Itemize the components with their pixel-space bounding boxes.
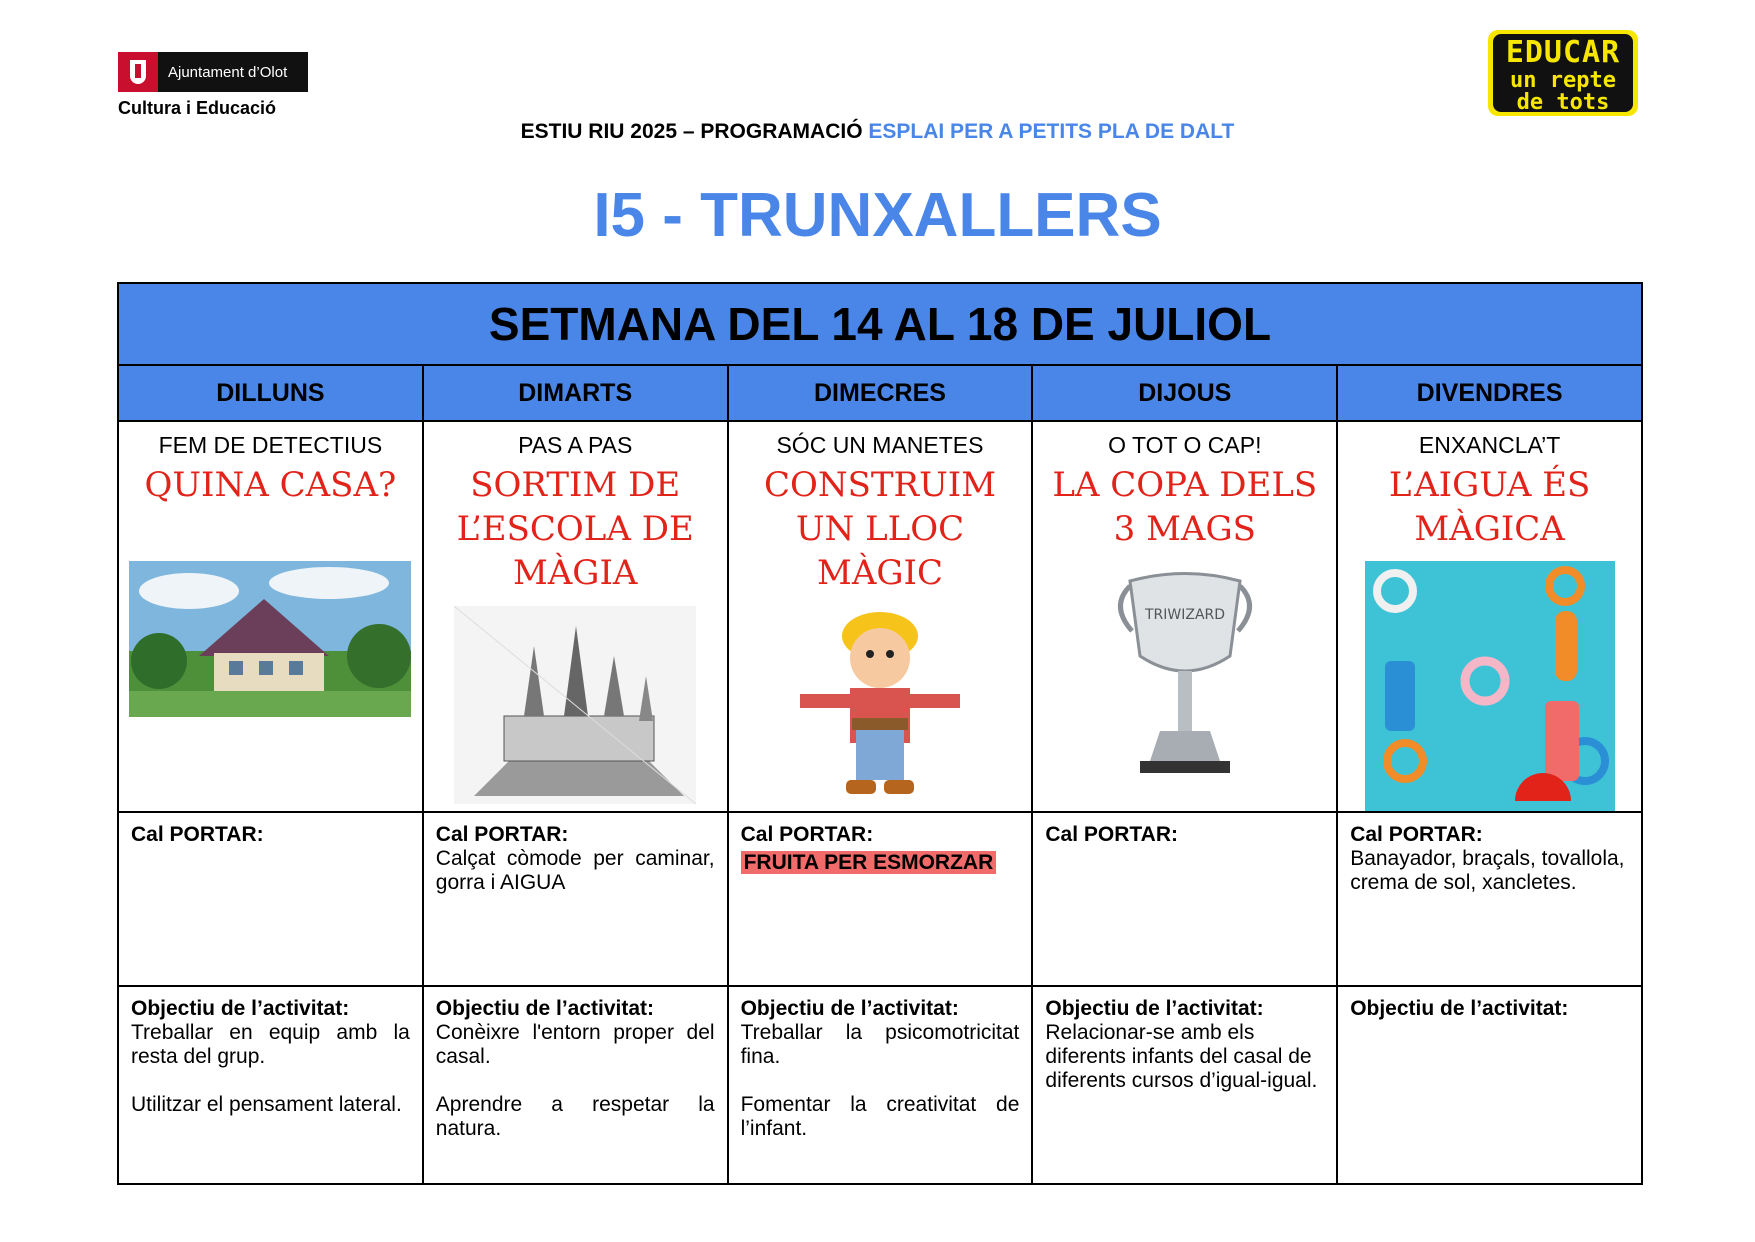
activity-subtitle: PAS A PAS [518, 432, 633, 458]
trophy-cup [1110, 561, 1260, 781]
ajuntament-logo [118, 52, 318, 119]
objective-cell-tuesday [423, 986, 728, 1184]
week-header: SETMANA DEL 14 AL 18 DE JULIOL [118, 283, 1642, 365]
objective-label: Objectiu de l’activitat: [1350, 997, 1569, 1021]
activity-subtitle: O TOT O CAP! [1108, 432, 1262, 458]
objective-label: Objectiu de l’activitat: [740, 997, 959, 1021]
objective-text-2: Fomentar la creativitat de l’infant. [740, 1093, 1020, 1141]
portar-cell-wednesday [728, 812, 1033, 986]
portar-label: Cal PORTAR: [740, 823, 874, 847]
portar-cell-tuesday [423, 812, 728, 986]
portar-label: Cal PORTAR: [131, 823, 264, 847]
builder-character [780, 606, 980, 806]
educar-logo [1488, 30, 1638, 116]
activity-cell-friday [1337, 421, 1642, 812]
objective-label: Objectiu de l’activitat: [1045, 997, 1264, 1021]
portar-label: Cal PORTAR: [435, 823, 569, 847]
objective-cell-wednesday [728, 986, 1033, 1184]
activity-cell-monday [118, 421, 423, 812]
activity-cell-tuesday [423, 421, 728, 812]
activity-title: CONSTRUIM UN LLOC MÀGIC [763, 465, 997, 594]
portar-cell-thursday [1032, 812, 1337, 986]
house-picture [129, 561, 411, 717]
subtitle-part-a: ESTIU RIU 2025 – PROGRAMACIÓ [520, 120, 869, 143]
logo-line-1: EDUCAR [1505, 35, 1621, 70]
portar-label: Cal PORTAR: [1350, 823, 1483, 847]
activity-cell-thursday [1032, 421, 1337, 812]
day-header-tuesday: DIMARTS [423, 365, 728, 421]
objective-label: Objectiu de l’activitat: [435, 997, 655, 1021]
cup-engraving: TRIWIZARD [1144, 607, 1225, 624]
portar-highlight: FRUITA PER ESMORZAR [741, 851, 997, 874]
schedule-table [117, 282, 1643, 1185]
activity-subtitle: FEM DE DETECTIUS [158, 432, 383, 458]
org-name: Ajuntament d’Olot [168, 63, 288, 81]
objective-label: Objectiu de l’activitat: [131, 997, 350, 1021]
activity-subtitle: ENXANCLA’T [1418, 432, 1561, 458]
portar-cell-monday [118, 812, 423, 986]
day-header-wednesday: DIMECRES [728, 365, 1033, 421]
objective-text-1: Treballar la psicomotricitat fina. [740, 1021, 1020, 1069]
day-header-monday: DILLUNS [118, 365, 423, 421]
page-title: I5 - TRUNXALLERS [593, 181, 1162, 250]
portar-label: Cal PORTAR: [1045, 823, 1179, 847]
logo-line-2: un repte [1510, 68, 1616, 93]
day-header-friday: DIVENDRES [1337, 365, 1642, 421]
dept-name: Cultura i Educació [118, 98, 277, 118]
objective-text-1: Treballar en equip amb la resta del grup. [131, 1021, 410, 1069]
shield-icon [118, 52, 158, 92]
activity-subtitle: SÓC UN MANETES [776, 432, 984, 458]
castle-drawing [454, 606, 696, 804]
portar-text: Calçat còmode per caminar, gorra i AIGUA [435, 847, 715, 895]
activity-title: LA COPA DELS 3 MAGS [1052, 465, 1318, 550]
activity-cell-wednesday [728, 421, 1033, 812]
page-subtitle [0, 120, 1755, 144]
objective-text-1: Conèixre l'entorn proper del casal. [435, 1021, 715, 1069]
activity-title: SORTIM DE L’ESCOLA DE MÀGIA [456, 465, 694, 594]
pool-floats [1365, 561, 1615, 811]
logo-bar [118, 52, 308, 92]
portar-cell-friday [1337, 812, 1642, 986]
subtitle-part-b: ESPLAI PER A PETITS PLA DE DALT [868, 120, 1235, 143]
objective-cell-friday [1337, 986, 1642, 1184]
objective-text-2: Utilitzar el pensament lateral. [131, 1093, 402, 1117]
objective-text-1: Relacionar-se amb els diferents infants del casal de diferents cursos d’igual-igual. [1045, 1021, 1318, 1093]
day-header-thursday: DIJOUS [1032, 365, 1337, 421]
objective-cell-monday [118, 986, 423, 1184]
portar-text: Banayador, braçals, tovallola, crema de sol, xancletes. [1350, 847, 1625, 895]
activity-title: QUINA CASA? [144, 465, 397, 505]
activity-title: L’AIGUA ÉS MÀGICA [1388, 465, 1591, 550]
objective-cell-thursday [1032, 986, 1337, 1184]
logo-line-3: de tots [1516, 90, 1610, 115]
objective-text-2: Aprendre a respetar la natura. [435, 1093, 715, 1141]
